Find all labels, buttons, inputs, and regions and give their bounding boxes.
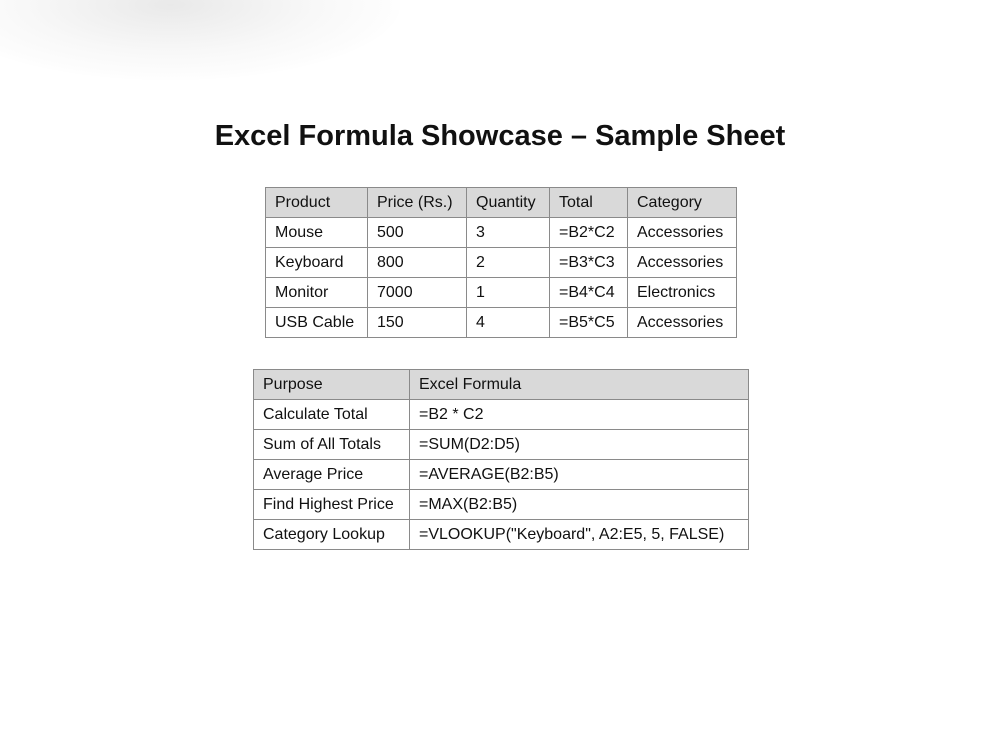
total-formula-cell: =B3*C3 bbox=[550, 248, 628, 278]
column-header-category: Category bbox=[628, 188, 737, 218]
formula-cell: =B2 * C2 bbox=[410, 400, 749, 430]
purpose-cell: Average Price bbox=[254, 460, 410, 490]
price-cell: 500 bbox=[368, 218, 467, 248]
table-row bbox=[266, 278, 737, 308]
table-row bbox=[254, 430, 749, 460]
table-row bbox=[254, 490, 749, 520]
quantity-cell: 4 bbox=[467, 308, 550, 338]
formula-cell: =AVERAGE(B2:B5) bbox=[410, 460, 749, 490]
product-cell: Keyboard bbox=[266, 248, 368, 278]
category-cell: Accessories bbox=[628, 308, 737, 338]
category-cell: Electronics bbox=[628, 278, 737, 308]
table-row bbox=[254, 460, 749, 490]
total-formula-cell: =B5*C5 bbox=[550, 308, 628, 338]
column-header-product: Product bbox=[266, 188, 368, 218]
table-row bbox=[266, 248, 737, 278]
column-header-price: Price (Rs.) bbox=[368, 188, 467, 218]
quantity-cell: 3 bbox=[467, 218, 550, 248]
category-cell: Accessories bbox=[628, 218, 737, 248]
column-header-purpose: Purpose bbox=[254, 370, 410, 400]
price-cell: 800 bbox=[368, 248, 467, 278]
quantity-cell: 2 bbox=[467, 248, 550, 278]
product-cell: Monitor bbox=[266, 278, 368, 308]
category-cell: Accessories bbox=[628, 248, 737, 278]
formula-header-row bbox=[254, 370, 749, 400]
table-row bbox=[254, 520, 749, 550]
table-row bbox=[254, 400, 749, 430]
formula-cell: =SUM(D2:D5) bbox=[410, 430, 749, 460]
total-formula-cell: =B2*C2 bbox=[550, 218, 628, 248]
formula-cell: =VLOOKUP("Keyboard", A2:E5, 5, FALSE) bbox=[410, 520, 749, 550]
product-cell: Mouse bbox=[266, 218, 368, 248]
purpose-cell: Find Highest Price bbox=[254, 490, 410, 520]
purpose-cell: Calculate Total bbox=[254, 400, 410, 430]
product-table bbox=[265, 187, 737, 338]
corner-shadow bbox=[0, 0, 400, 80]
table-row bbox=[266, 308, 737, 338]
formula-cell: =MAX(B2:B5) bbox=[410, 490, 749, 520]
column-header-total: Total bbox=[550, 188, 628, 218]
price-cell: 7000 bbox=[368, 278, 467, 308]
price-cell: 150 bbox=[368, 308, 467, 338]
quantity-cell: 1 bbox=[467, 278, 550, 308]
column-header-excel-formula: Excel Formula bbox=[410, 370, 749, 400]
page-title: Excel Formula Showcase – Sample Sheet bbox=[214, 120, 786, 152]
product-header-row bbox=[266, 188, 737, 218]
product-cell: USB Cable bbox=[266, 308, 368, 338]
purpose-cell: Category Lookup bbox=[254, 520, 410, 550]
table-row bbox=[266, 218, 737, 248]
formula-table bbox=[253, 369, 749, 550]
total-formula-cell: =B4*C4 bbox=[550, 278, 628, 308]
purpose-cell: Sum of All Totals bbox=[254, 430, 410, 460]
column-header-quantity: Quantity bbox=[467, 188, 550, 218]
